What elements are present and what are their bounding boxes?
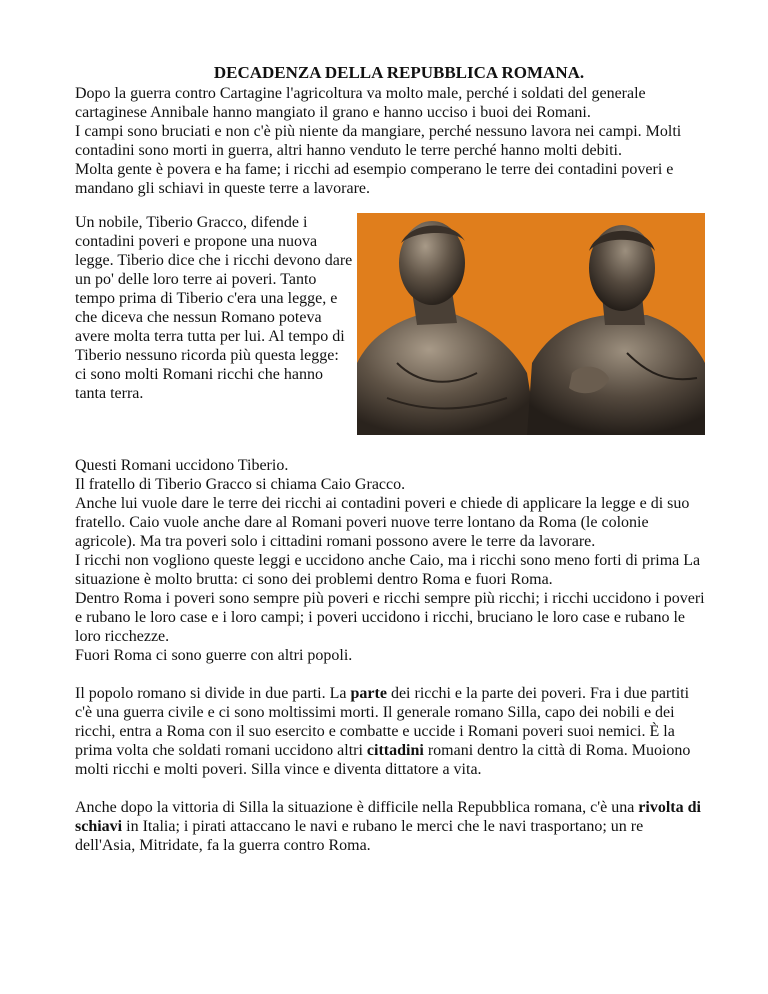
- document-title: DECADENZA DELLA REPUBBLICA ROMANA.: [213, 63, 585, 82]
- paragraph-caio-4: I ricchi non vogliono queste leggi e uccidono anche Caio, ma i ricchi sono meno forti di prima La situazione è molto brutta: ci sono dei problemi dentro Roma e fuori Roma.: [75, 552, 701, 588]
- paragraph-silla: [75, 684, 705, 779]
- paragraph-intro-3: Molta gente è povera e ha fame; i ricchi ad esempio comperano le terre dei contadini poveri e mandano gli schiavi in queste terre a lavorare.: [75, 161, 674, 197]
- gracchi-busts-image: [357, 213, 705, 435]
- paragraph-intro-2: I campi sono bruciati e non c'è più niente da mangiare, perché nessuno lavora nei campi. Molti contadini sono morti in guerra, altri hanno venduto le terre perché hanno molti debiti.: [75, 123, 682, 159]
- paragraph-finale: [75, 798, 705, 855]
- paragraph-caio-3: Anche lui vuole dare le terre dei ricchi ai contadini poveri e chiede di applicare la legge e di suo fratello. Caio vuole anche dare al Romani poveri nuove terre lontano da Roma (le colonie agricole). Ma tra poveri solo i cittadini romani possono avere le terre da lavorare.: [75, 495, 690, 550]
- finale-bold-rivolta: rivolta di schiavi: [75, 799, 701, 835]
- paragraph-caio-1: Questi Romani uccidono Tiberio.: [75, 457, 289, 474]
- paragraph-intro-1: Dopo la guerra contro Cartagine l'agricoltura va molto male, perché i soldati del generale cartaginese Annibale hanno mangiato il grano e hanno ucciso i buoi dei Romani.: [75, 85, 646, 121]
- paragraph-caio-5: Dentro Roma i poveri sono sempre più poveri e ricchi sempre più ricchi; i ricchi uccidono i poveri e rubano le loro case e i loro campi; i poveri uccidono i ricchi, bruciano le loro case e rubano le loro ricchezze.: [75, 590, 705, 645]
- finale-text-a: Anche dopo la vittoria di Silla la situazione è difficile nella Repubblica romana, c'è una: [75, 799, 639, 816]
- silla-text-a: Il popolo romano si divide in due parti. La: [75, 685, 351, 702]
- paragraph-tiberio: Un nobile, Tiberio Gracco, difende i contadini poveri e propone una nuova legge. Tiberio dice che i ricchi devono dare un po' delle loro terre ai poveri. Tanto tempo prima di Tiberio c'era una legge, e che diceva che nessun Romano poteva avere molta terra tutta per lui. Al tempo di Tiberio nessuno ricorda più questa legge: ci sono molti Romani ricchi che hanno tanta terra.: [75, 214, 353, 402]
- finale-text-b: in Italia; i pirati attaccano le navi e rubano le merci che le navi trasportano; un re dell'Asia, Mitridate, fa la guerra contro Roma.: [75, 818, 644, 854]
- silla-text-b: dei ricchi e la parte dei poveri. Fra i due partiti c'è una guerra civile e ci sono moltissimi morti. Il generale romano Silla, capo dei nobili e dei ricchi, entra a Roma con il suo esercito e combatte e uccide i Romani poveri suoi nemici. È la prima volta che soldati romani uccidono altri: [75, 685, 690, 759]
- paragraph-caio-2: Il fratello di Tiberio Gracco si chiama Caio Gracco.: [75, 476, 406, 493]
- paragraph-caio-6: Fuori Roma ci sono guerre con altri popoli.: [75, 647, 353, 664]
- silla-bold-cittadini: cittadini: [366, 742, 424, 759]
- document-page: [75, 62, 705, 855]
- bronze-statues-illustration: [357, 213, 705, 435]
- silla-text-c: romani dentro la città di Roma. Muoiono molti ricchi e molti poveri. Silla vince e diventa dittatore a vita.: [75, 742, 691, 778]
- silla-bold-parte: parte: [350, 685, 387, 702]
